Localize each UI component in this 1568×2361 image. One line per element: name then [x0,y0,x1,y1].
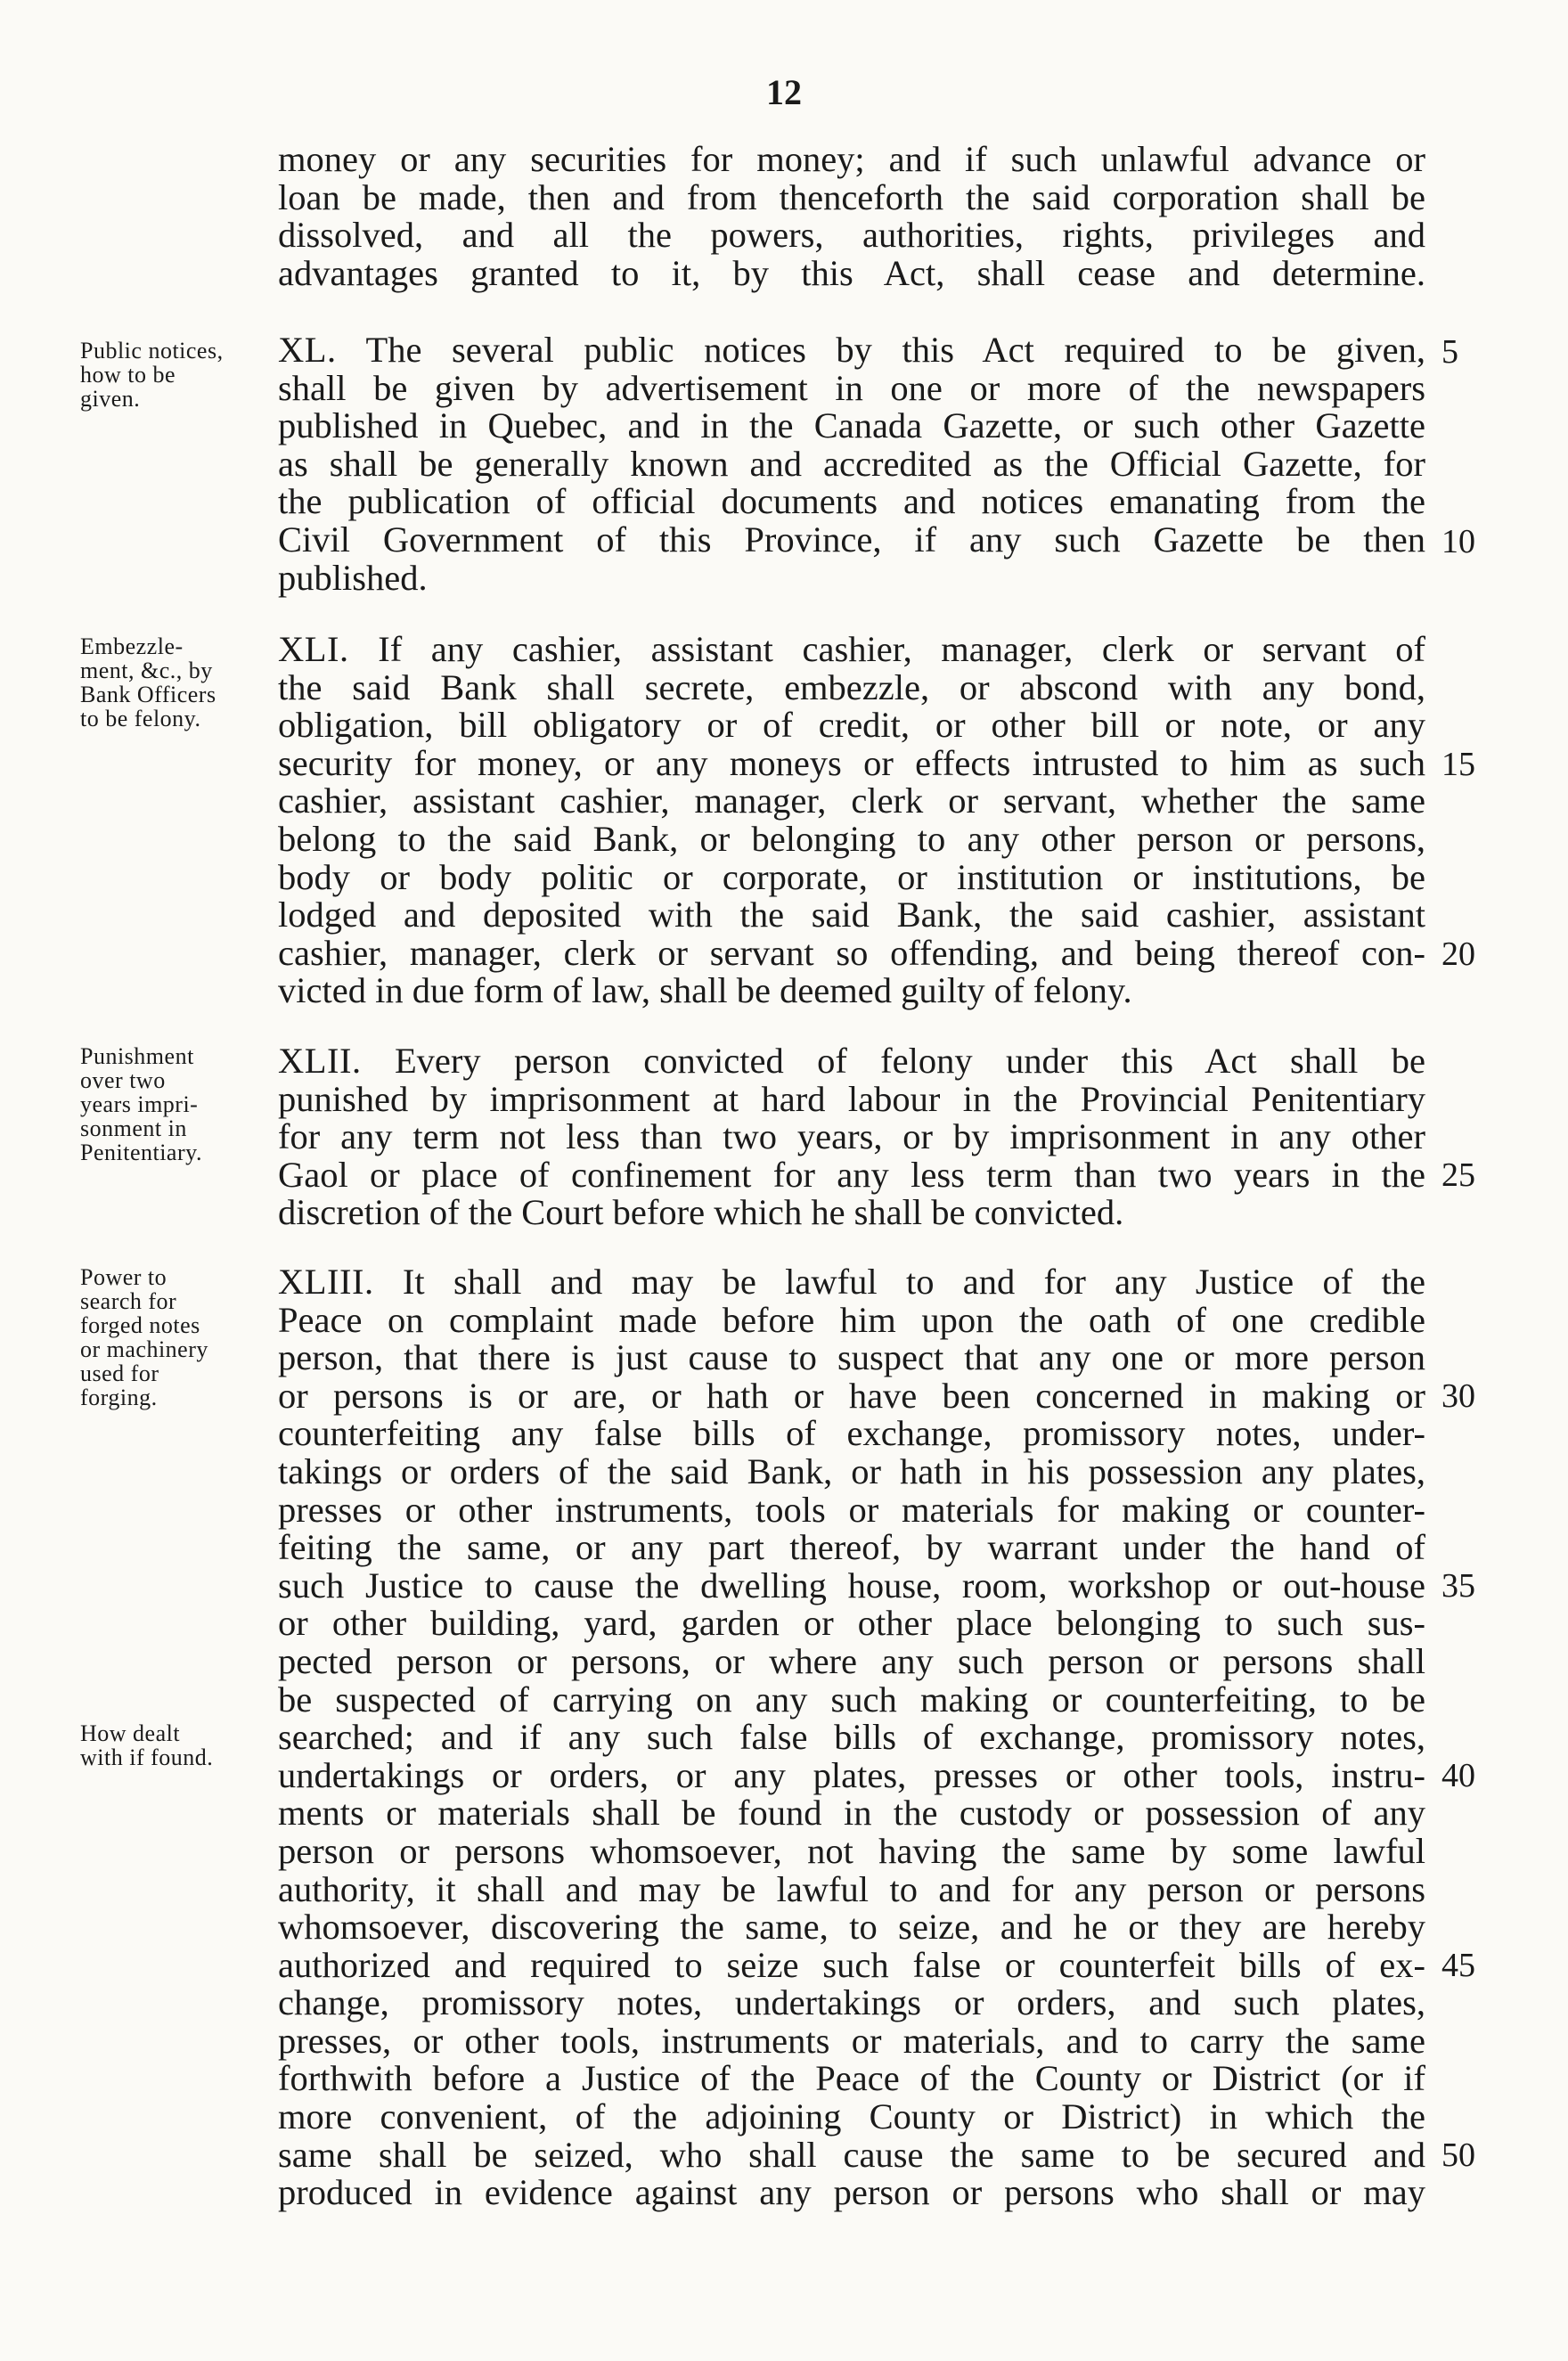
side-note-line: used for [80,1360,159,1386]
text-line: Peace on complaint made before him upon the oath of one credible [278,1299,1425,1340]
side-note-line: search for [80,1288,177,1314]
section-xl [278,331,1425,597]
text-line: the publication of official documents and notices emanating from the [278,481,1425,522]
side-note-how-dealt [80,1721,285,1769]
section-number: XL. [278,330,337,370]
line-number: 35 [1441,1567,1475,1605]
text-line: The several public notices by this Act required to be given, [365,330,1425,370]
text-line: cashier, assistant cashier, manager, clerk or servant, whether the same [278,780,1425,821]
line-number: 40 [1441,1757,1475,1794]
side-note-punishment [80,1044,285,1164]
section-number: XLI. [278,629,349,669]
line-number: 15 [1441,746,1475,783]
section-number: XLIII. [278,1262,374,1302]
section-xlii [278,1042,1425,1232]
text-line: the said Bank shall secrete, embezzle, or abscond with any bond, [278,666,1425,707]
text-line: Civil Government of this Province, if any such Gazette be then [278,519,1425,560]
section-xli [278,631,1425,1010]
text-line: more convenient, of the adjoining County or District) in which the [278,2096,1425,2137]
text-line: money or any securities for money; and if such unlawful advance or [278,139,1425,179]
side-note-line: How dealt [80,1720,181,1746]
text-line: cashier, manager, clerk or servant so offending, and being thereof con- [278,932,1425,973]
text-line: person, that there is just cause to suspect that any one or more person [278,1337,1425,1378]
text-line: such Justice to cause the dwelling house, room, workshop or out-house [278,1564,1425,1605]
text-line: person or persons whomsoever, not having the same by some lawful [278,1830,1425,1871]
text-line: belong to the said Bank, or belonging to any other person or persons, [278,818,1425,859]
text-line: presses, or other tools, instruments or materials, and to carry the same [278,2020,1425,2061]
text-line: change, promissory notes, undertakings or orders, and such plates, [278,1982,1425,2023]
text-line: feiting the same, or any part thereof, by warrant under the hand of [278,1527,1425,1568]
text-line: published in Quebec, and in the Canada Gazette, or such other Gazette [278,405,1425,446]
side-note-line: given. [80,386,141,412]
side-note-line: Power to [80,1264,167,1290]
side-note-line: forging. [80,1385,158,1410]
side-note-line: Penitentiary. [80,1140,202,1165]
side-note-line: Bank Officers [80,682,216,707]
text-line: Gaol or place of confinement for any less term than two years in the [278,1154,1425,1195]
text-line: presses or other instruments, tools or materials for making or counter- [278,1489,1425,1530]
text-line: produced in evidence against any person or persons who shall or may [278,2172,1425,2213]
side-note-line: with if found. [80,1744,214,1770]
text-line: shall be given by advertisement in one or more of the newspapers [278,367,1425,408]
side-note-line: or machinery [80,1336,208,1362]
text-line: as shall be generally known and accredited as the Official Gazette, for [278,443,1425,484]
side-note-line: Embezzle- [80,633,184,659]
line-number: 50 [1441,2136,1475,2174]
text-line: same shall be seized, who shall cause the same to be secured and [278,2134,1425,2175]
text-line: It shall and may be lawful to and for any Justice of the [402,1262,1426,1302]
side-note-line: ment, &c., by [80,658,213,683]
text-line: undertakings or orders, or any plates, presses or other tools, instru- [278,1754,1425,1795]
text-line: whomsoever, discovering the same, to seize, and he or they are hereby [278,1907,1425,1948]
section-number: XLII. [278,1041,362,1081]
text-line: authority, it shall and may be lawful to and for any person or persons [278,1868,1425,1909]
text-line: obligation, bill obligatory or of credit, or other bill or note, or any [278,705,1425,746]
text-line: or other building, yard, garden or other place belonging to such sus- [278,1603,1425,1644]
text-line: advantages granted to it, by this Act, shall cease and determine. [278,252,1425,293]
side-note-line: to be felony. [80,706,201,731]
side-note-embezzlement [80,634,285,731]
text-line: takings or orders of the said Bank, or hath in his possession any plates, [278,1450,1425,1491]
line-number: 5 [1441,333,1458,371]
text-line: or persons is or are, or hath or have been concerned in making or [278,1375,1425,1416]
paragraph-continuation [278,141,1425,292]
side-note-line: Public notices, [80,338,224,364]
text-line: Every person convicted of felony under this Act shall be [394,1041,1425,1081]
side-note-line: over two [80,1067,166,1093]
text-line: lodged and deposited with the said Bank, the said cashier, assistant [278,895,1425,935]
text-line: dissolved, and all the powers, authorities, rights, privileges and [278,215,1425,256]
line-number: 45 [1441,1947,1475,1984]
text-line: loan be made, then and from thenceforth the said corporation shall be [278,176,1425,217]
text-line: counterfeiting any false bills of exchange, promissory notes, under- [278,1413,1425,1454]
text-line: be suspected of carrying on any such making or counterfeiting, to be [278,1679,1425,1720]
side-note-power-to-search [80,1265,285,1409]
side-note-line: years impri- [80,1091,199,1117]
text-line: authorized and required to seize such false or counterfeit bills of ex- [278,1944,1425,1985]
text-line: ments or materials shall be found in the custody or possession of any [278,1793,1425,1834]
text-line: pected person or persons, or where any such person or persons shall [278,1640,1425,1681]
text-line: punished by imprisonment at hard labour in the Provincial Penitentiary [278,1078,1425,1119]
line-number: 10 [1441,523,1475,560]
text-line: security for money, or any moneys or effects intrusted to him as such [278,742,1425,783]
text-line: body or body politic or corporate, or institution or institutions, be [278,856,1425,897]
section-xliii [278,1263,1425,2212]
side-note-line: sonment in [80,1115,187,1141]
text-line: published. [278,557,428,598]
text-line: forthwith before a Justice of the Peace of the County or District (or if [278,2058,1425,2099]
text-line: discretion of the Court before which he shall be convicted. [278,1192,1124,1233]
line-number: 20 [1441,935,1475,973]
text-line: for any term not less than two years, or by imprisonment in any other [278,1116,1425,1157]
text-line: victed in due form of law, shall be deemed guilty of felony. [278,970,1132,1011]
side-note-line: Punishment [80,1043,194,1069]
side-note-public-notices [80,339,285,411]
side-note-line: how to be [80,362,176,388]
line-number: 30 [1441,1377,1475,1415]
page-number: 12 [766,72,802,112]
side-note-line: forged notes [80,1312,200,1338]
text-line: searched; and if any such false bills of exchange, promissory notes, [278,1717,1425,1758]
text-line: If any cashier, assistant cashier, manager, clerk or servant of [378,629,1425,669]
line-number: 25 [1441,1156,1475,1194]
